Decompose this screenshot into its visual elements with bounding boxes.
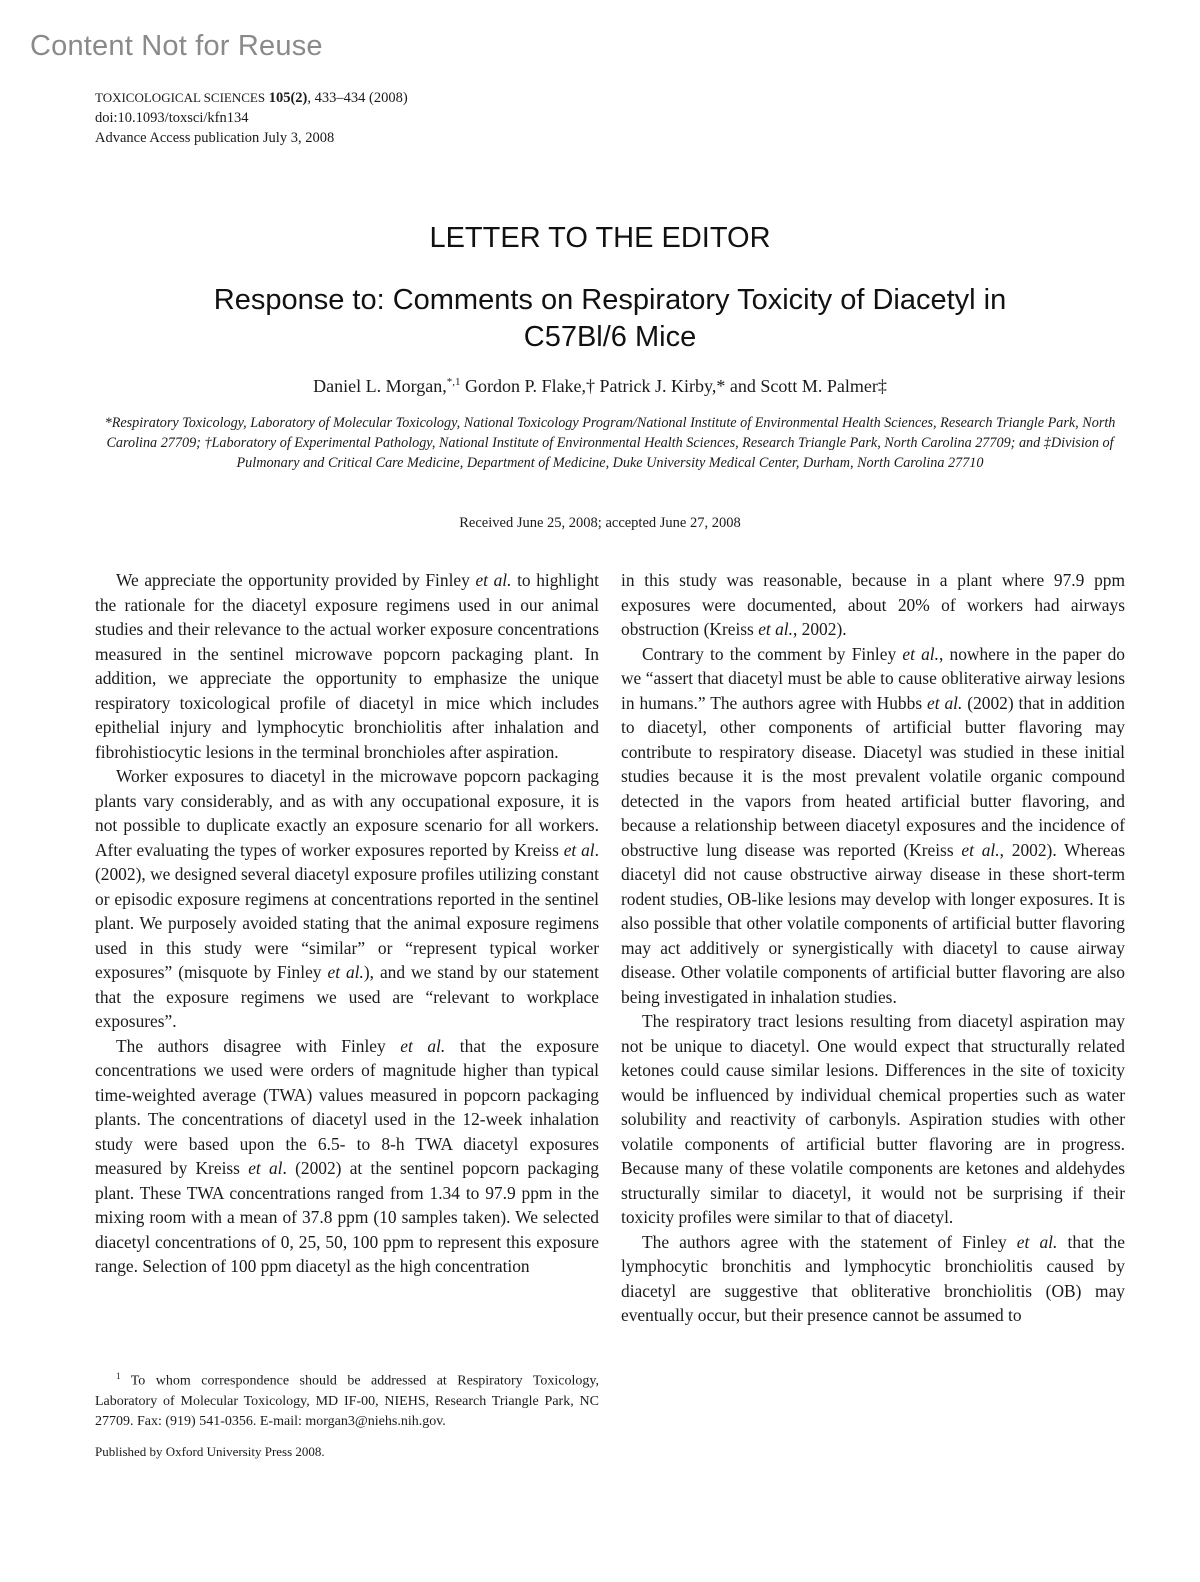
paragraph — [95, 1034, 599, 1279]
article-title — [140, 282, 1080, 356]
journal-volume-issue: 105(2) — [268, 90, 308, 106]
publisher-line: Published by Oxford University Press 2008. — [95, 1444, 325, 1459]
italic-text: et al. — [400, 1035, 446, 1056]
affiliations: *Respiratory Toxicology, Laboratory of Molecular Toxicology, National Toxicology Program/National Institute of Environmental Health Sciences, Research Triangle Park, North Carolina 27709; †Laboratory of Experimental Pathology, National Institute of Environmental Health Sciences, Research Triangle Park, North Carolina 27709; and ‡Division of Pulmonary and Critical Care Medicine, Department of Medicine, Duke University Medical Center, Durham, North Carolina 27710 — [104, 415, 1116, 471]
text-run: , nowhere in the paper do we “assert that diacetyl must be able to cause obliterative airway lesions in humans.” The authors agree with Hubbs — [621, 643, 1125, 713]
text-run: . (2002) at the sentinel popcorn packaging plant. These TWA concentrations ranged from 1.34 to 97.9 ppm in the mixing room with a mean of 37.8 ppm (10 samples taken). We selected diacetyl concentrations of 0, 25, 50, 100 ppm to represent this exposure range. Selection of 100 ppm diacetyl as the high concentration — [95, 1158, 599, 1276]
text-run: . (2002), we designed several diacetyl exposure profiles utilizing constant or episodic exposure regimens at concentrations reported in the sentinel plant. We purposely avoided stating that the animal exposure regimens used in this study were “similar” or “represent typical worker exposures” (misquote by Finley — [95, 839, 599, 982]
right-column — [621, 568, 1125, 1328]
journal-name: TOXICOLOGICAL SCIENCES — [95, 90, 266, 105]
text-run: that the lymphocytic bronchitis and lymphocytic bronchiolitis caused by diacetyl are suggestive that obliterative bronchiolitis (OB) may eventually occur, but their presence cannot be assumed to — [621, 1231, 1125, 1325]
italic-text: et al. — [927, 692, 963, 713]
section-label: LETTER TO THE EDITOR — [429, 222, 771, 254]
title-line-1: Response to: Comments on Respiratory Toxicity of Diacetyl in — [213, 284, 1007, 316]
text-run: , 2002). Whereas diacetyl did not cause obstructive airway disease in these short-term rodent studies, OB-like lesions may develop with longer exposures. It is also possible that other volatile components of artificial butter flavoring may act additively or synergistically with diacetyl to cause airway disease. Other volatile components of artificial butter flavoring are also being investigated in inhalation studies. — [621, 839, 1125, 1007]
paragraph — [95, 568, 599, 764]
footnote-marker: 1 — [116, 1371, 121, 1381]
left-column — [95, 568, 599, 1279]
text-run: The authors disagree with Finley — [116, 1035, 401, 1056]
journal-pages-year: , 433–434 (2008) — [307, 90, 408, 106]
text-run: to highlight the rationale for the diacetyl exposure regimens used in our animal studies and their relevance to the actual worker exposure concentrations measured in the sentinel microwave popcorn packaging plant. In addition, we appreciate the opportunity to emphasize the unique respiratory toxicological profile of diacetyl in mice which includes epithelial injury and lymphocytic bronchiolitis after inhalation and fibrohistiocytic lesions in the terminal bronchioles after aspiration. — [95, 570, 599, 762]
text-run: ), and we stand by our statement that the exposure regimens we used are “relevant to workplace exposures”. — [95, 962, 600, 1031]
journal-line — [95, 88, 408, 108]
paragraph — [621, 642, 1125, 1010]
author-name: Daniel L. Morgan, — [313, 376, 447, 396]
italic-text: et al. — [475, 570, 512, 590]
footnote-text: To whom correspondence should be addressed at Respiratory Toxicology, Laboratory of Molecular Toxicology, MD IF-00, NIEHS, Research Triangle Park, NC 27709. Fax: (919) 541-0356. E-mail: morgan3@niehs.nih.gov. — [95, 1373, 599, 1429]
italic-text: et al. — [758, 619, 793, 639]
author-footnote-marks: *,1 — [446, 376, 461, 388]
doi: doi:10.1093/toxsci/kfn134 — [95, 110, 249, 126]
paragraph — [95, 764, 599, 1034]
paragraph — [621, 1230, 1125, 1328]
text-run: that the exposure concentrations we used were orders of magnitude higher than typical time-weighted average (TWA) values measured in popcorn packaging plants. The concentrations of diacetyl used in the 12-week inhalation study were based upon the 6.5- to 8-h TWA diacetyl exposures measured by Kreiss — [95, 1035, 599, 1178]
text-run: The authors agree with the statement of Finley — [642, 1231, 1017, 1252]
author-list — [0, 376, 1200, 397]
text-run: Worker exposures to diacetyl in the microwave popcorn packaging plants vary considerably, and as with any occupational exposure, it is not possible to duplicate exactly an exposure scenario for all workers. After evaluating the types of worker exposures reported by Kreiss — [95, 766, 599, 860]
italic-text: et al — [248, 1158, 283, 1178]
italic-text: et al. — [902, 643, 939, 664]
watermark-text: Content Not for Reuse — [30, 30, 323, 62]
author-names-rest: Gordon P. Flake,† Patrick J. Kirby,* and Scott M. Palmer‡ — [460, 376, 887, 396]
title-line-2: C57Bl/6 Mice — [523, 321, 697, 353]
italic-text: et al — [563, 839, 595, 860]
italic-text: et al. — [327, 962, 364, 982]
italic-text: et al. — [961, 839, 1000, 860]
text-run: We appreciate the opportunity provided by Finley — [116, 570, 476, 590]
text-run: in this study was reasonable, because in a plant where 97.9 ppm exposures were documented, about 20% of workers had airways obstruction (Kreiss — [621, 570, 1125, 639]
paragraph — [621, 568, 1125, 642]
text-run: , 2002). — [792, 619, 847, 639]
correspondence-footnote — [95, 1366, 599, 1432]
paragraph — [621, 1009, 1125, 1230]
text-run: Contrary to the comment by Finley — [642, 643, 903, 664]
received-accepted-dates: Received June 25, 2008; accepted June 27, 2008 — [459, 515, 741, 531]
italic-text: et al. — [1016, 1231, 1058, 1252]
advance-access-date: Advance Access publication July 3, 2008 — [95, 130, 335, 146]
journal-citation — [95, 88, 408, 148]
text-run: (2002) that in addition to diacetyl, other components of artificial butter flavoring may contribute to respiratory disease. Diacetyl was studied in these initial studies because it is the most prevalent volatile organic compound detected in the vapors from heated artificial butter flavoring, and because a relationship between diacetyl exposures and the incidence of obstructive lung disease was reported (Kreiss — [621, 692, 1125, 860]
text-run: The respiratory tract lesions resulting from diacetyl aspiration may not be unique to diacetyl. One would expect that structurally related ketones could cause similar lesions. Differences in the site of toxicity would be influenced by individual chemical properties such as water solubility and reactivity of carbonyls. Aspiration studies with other volatile components of artificial butter flavoring are in progress. Because many of these volatile components are ketones and aldehydes structurally similar to diacetyl, it would not be surprising if their toxicity profiles were similar to that of diacetyl. — [621, 1011, 1125, 1227]
